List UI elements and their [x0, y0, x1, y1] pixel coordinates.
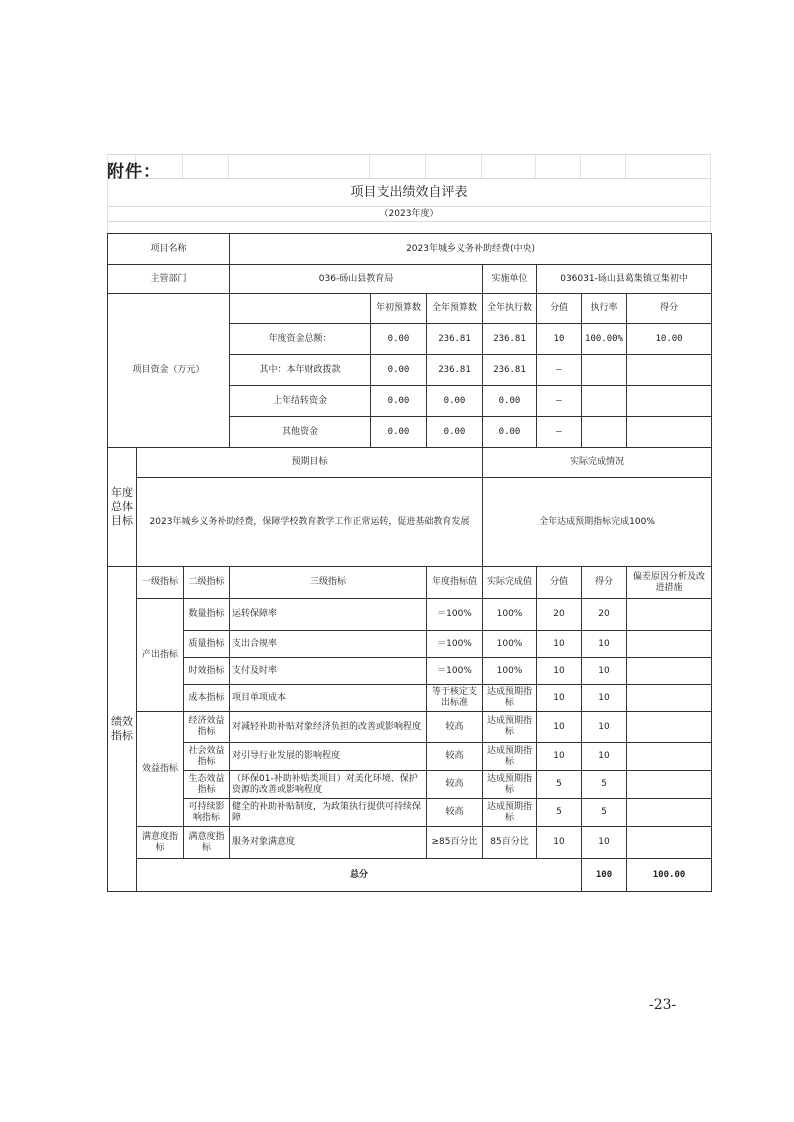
funds-rate: [582, 355, 627, 386]
indicator-row: [108, 743, 712, 771]
indicator-target: 较高: [427, 712, 483, 743]
funds-annual: 0.00: [427, 417, 483, 448]
funds-initial: 0.00: [371, 417, 427, 448]
indicator-score: 10: [582, 712, 627, 743]
indicator-weight: 5: [537, 771, 582, 799]
indicator-actual: 达成预期指标: [483, 743, 537, 771]
indicator-score: 20: [582, 599, 627, 631]
funds-section-label: 项目资金（万元）: [108, 294, 230, 448]
funds-initial: 0.00: [371, 324, 427, 355]
funds-weight: –: [537, 386, 582, 417]
indicator-weight: 10: [537, 658, 582, 685]
indicator-level3: 支出合规率: [230, 631, 427, 658]
indicator-score: 10: [582, 827, 627, 859]
indicator-level3: 对减轻补助补贴对象经济负担的改善或影响程度: [230, 712, 427, 743]
satisfaction-indicator-label: 满意度指标: [137, 827, 184, 859]
indicator-row: [108, 827, 712, 859]
funds-header-row: [108, 294, 712, 324]
indicator-score: 10: [582, 658, 627, 685]
total-score: 100.00: [627, 859, 712, 892]
indicator-score: 10: [582, 631, 627, 658]
indicators-header-level3: 三级指标: [230, 567, 427, 599]
funds-annual: 236.81: [427, 324, 483, 355]
funds-rate: 100.00%: [582, 324, 627, 355]
indicator-deviation: [627, 771, 712, 799]
total-weight: 100: [582, 859, 627, 892]
indicator-actual: 100%: [483, 631, 537, 658]
indicators-header-score: 得分: [582, 567, 627, 599]
indicator-level2: 生态效益指标: [184, 771, 230, 799]
indicator-level3: 项目单项成本: [230, 685, 427, 712]
indicator-weight: 20: [537, 599, 582, 631]
goals-actual-header: 实际完成情况: [483, 448, 712, 478]
funds-executed: 236.81: [483, 324, 537, 355]
indicator-score: 5: [582, 799, 627, 827]
annex-row: [107, 154, 711, 182]
funds-rate: [582, 417, 627, 448]
goals-actual-text: 全年达成预期指标完成100%: [483, 478, 712, 567]
funds-score: [627, 386, 712, 417]
annex-grid: [107, 154, 711, 178]
goals-expected-header: 预期目标: [137, 448, 483, 478]
indicators-header-row: [108, 567, 712, 599]
page-number: -23-: [649, 997, 677, 1013]
unit-value: 036031-砀山县葛集镇豆集初中: [537, 265, 712, 294]
funds-rate: [582, 386, 627, 417]
indicator-actual: 达成预期指标: [483, 712, 537, 743]
project-name-label: 项目名称: [108, 234, 230, 265]
spacer-row: [107, 221, 711, 233]
indicators-header-level1: 一级指标: [137, 567, 184, 599]
indicator-actual: 达成预期指标: [483, 799, 537, 827]
funds-initial: 0.00: [371, 386, 427, 417]
indicator-weight: 10: [537, 712, 582, 743]
department-value: 036-砀山县教育局: [230, 265, 483, 294]
indicators-header-actual: 实际完成值: [483, 567, 537, 599]
funds-row-label: 年度资金总额：: [230, 324, 371, 355]
indicators-header-weight: 分值: [537, 567, 582, 599]
indicator-actual: 100%: [483, 599, 537, 631]
form-title: 项目支出绩效自评表: [107, 178, 711, 206]
indicator-level3: 健全的补助补贴制度，为政策执行提供可持续保障: [230, 799, 427, 827]
indicator-deviation: [627, 658, 712, 685]
funds-initial: 0.00: [371, 355, 427, 386]
indicator-level2: 满意度指标: [184, 827, 230, 859]
total-row: [108, 859, 712, 892]
indicator-deviation: [627, 712, 712, 743]
goals-section-label: 年度总体目标: [108, 448, 137, 567]
funds-score: [627, 417, 712, 448]
indicator-actual: 达成预期指标: [483, 685, 537, 712]
indicators-header-level2: 二级指标: [184, 567, 230, 599]
funds-row-label: 其中：本年财政拨款: [230, 355, 371, 386]
indicator-target: 等于核定支出标准: [427, 685, 483, 712]
funds-header-weight: 分值: [537, 294, 582, 324]
indicator-weight: 5: [537, 799, 582, 827]
department-label: 主管部门: [108, 265, 230, 294]
indicator-deviation: [627, 631, 712, 658]
evaluation-sheet: [107, 154, 711, 892]
indicator-level2: 时效指标: [184, 658, 230, 685]
indicator-score: 10: [582, 743, 627, 771]
funds-header-executed: 全年执行数: [483, 294, 537, 324]
funds-weight: –: [537, 417, 582, 448]
indicator-target: 较高: [427, 771, 483, 799]
indicator-level3: 运转保障率: [230, 599, 427, 631]
indicator-actual: 达成预期指标: [483, 771, 537, 799]
funds-header-annual: 全年预算数: [427, 294, 483, 324]
indicator-deviation: [627, 685, 712, 712]
indicator-level3: 对引导行业发展的影响程度: [230, 743, 427, 771]
funds-score: [627, 355, 712, 386]
funds-row-label: 上年结转资金: [230, 386, 371, 417]
funds-executed: 236.81: [483, 355, 537, 386]
indicator-weight: 10: [537, 743, 582, 771]
indicator-score: 5: [582, 771, 627, 799]
indicator-target: ＝100%: [427, 658, 483, 685]
funds-weight: 10: [537, 324, 582, 355]
funds-annual: 236.81: [427, 355, 483, 386]
funds-header-initial: 年初预算数: [371, 294, 427, 324]
indicator-row: [108, 685, 712, 712]
indicator-deviation: [627, 799, 712, 827]
benefit-indicator-label: 效益指标: [137, 712, 184, 827]
indicator-row: [108, 658, 712, 685]
indicator-deviation: [627, 599, 712, 631]
indicators-header-deviation: 偏差原因分析及改进措施: [627, 567, 712, 599]
indicator-level2: 社会效益指标: [184, 743, 230, 771]
funds-executed: 0.00: [483, 386, 537, 417]
indicator-weight: 10: [537, 827, 582, 859]
output-indicator-label: 产出指标: [137, 599, 184, 712]
indicator-level2: 质量指标: [184, 631, 230, 658]
goals-content-row: [108, 478, 712, 567]
indicator-row: [108, 599, 712, 631]
indicator-level2: 数量指标: [184, 599, 230, 631]
funds-score: 10.00: [627, 324, 712, 355]
indicator-target: ＝100%: [427, 631, 483, 658]
total-label: 总分: [137, 859, 582, 892]
funds-weight: –: [537, 355, 582, 386]
indicator-actual: 85百分比: [483, 827, 537, 859]
indicators-section-label: 绩效指标: [108, 567, 137, 892]
form-year: （2023年度）: [107, 206, 711, 221]
goals-header-row: [108, 448, 712, 478]
indicator-weight: 10: [537, 685, 582, 712]
indicator-level3: 服务对象满意度: [230, 827, 427, 859]
evaluation-table: [107, 233, 712, 892]
indicator-actual: 100%: [483, 658, 537, 685]
indicator-deviation: [627, 827, 712, 859]
indicator-row: [108, 771, 712, 799]
indicator-row: [108, 631, 712, 658]
goals-expected-text: 2023年城乡义务补助经费，保障学校教育教学工作正常运转，促进基础教育发展: [137, 478, 483, 567]
indicator-target: ＝100%: [427, 599, 483, 631]
indicator-deviation: [627, 743, 712, 771]
project-name-value: 2023年城乡义务补助经费(中央): [230, 234, 712, 265]
indicator-level2: 可持续影响指标: [184, 799, 230, 827]
department-row: [108, 265, 712, 294]
indicator-target: 较高: [427, 799, 483, 827]
funds-row-label: 其他资金: [230, 417, 371, 448]
indicator-level2: 经济效益指标: [184, 712, 230, 743]
funds-header-score: 得分: [627, 294, 712, 324]
unit-label: 实施单位: [483, 265, 537, 294]
funds-executed: 0.00: [483, 417, 537, 448]
indicator-level2: 成本指标: [184, 685, 230, 712]
indicators-header-target: 年度指标值: [427, 567, 483, 599]
indicator-row: [108, 712, 712, 743]
annex-label: 附件：: [107, 162, 161, 182]
indicator-score: 10: [582, 685, 627, 712]
indicator-target: ≥85百分比: [427, 827, 483, 859]
indicator-level3: 支付及时率: [230, 658, 427, 685]
indicator-row: [108, 799, 712, 827]
indicator-level3: （环保01-补助补贴类项目）对美化环境、保护资源的改善或影响程度: [230, 771, 427, 799]
funds-header-rate: 执行率: [582, 294, 627, 324]
funds-annual: 0.00: [427, 386, 483, 417]
project-name-row: [108, 234, 712, 265]
indicator-weight: 10: [537, 631, 582, 658]
funds-header-blank: [230, 294, 371, 324]
indicator-target: 较高: [427, 743, 483, 771]
